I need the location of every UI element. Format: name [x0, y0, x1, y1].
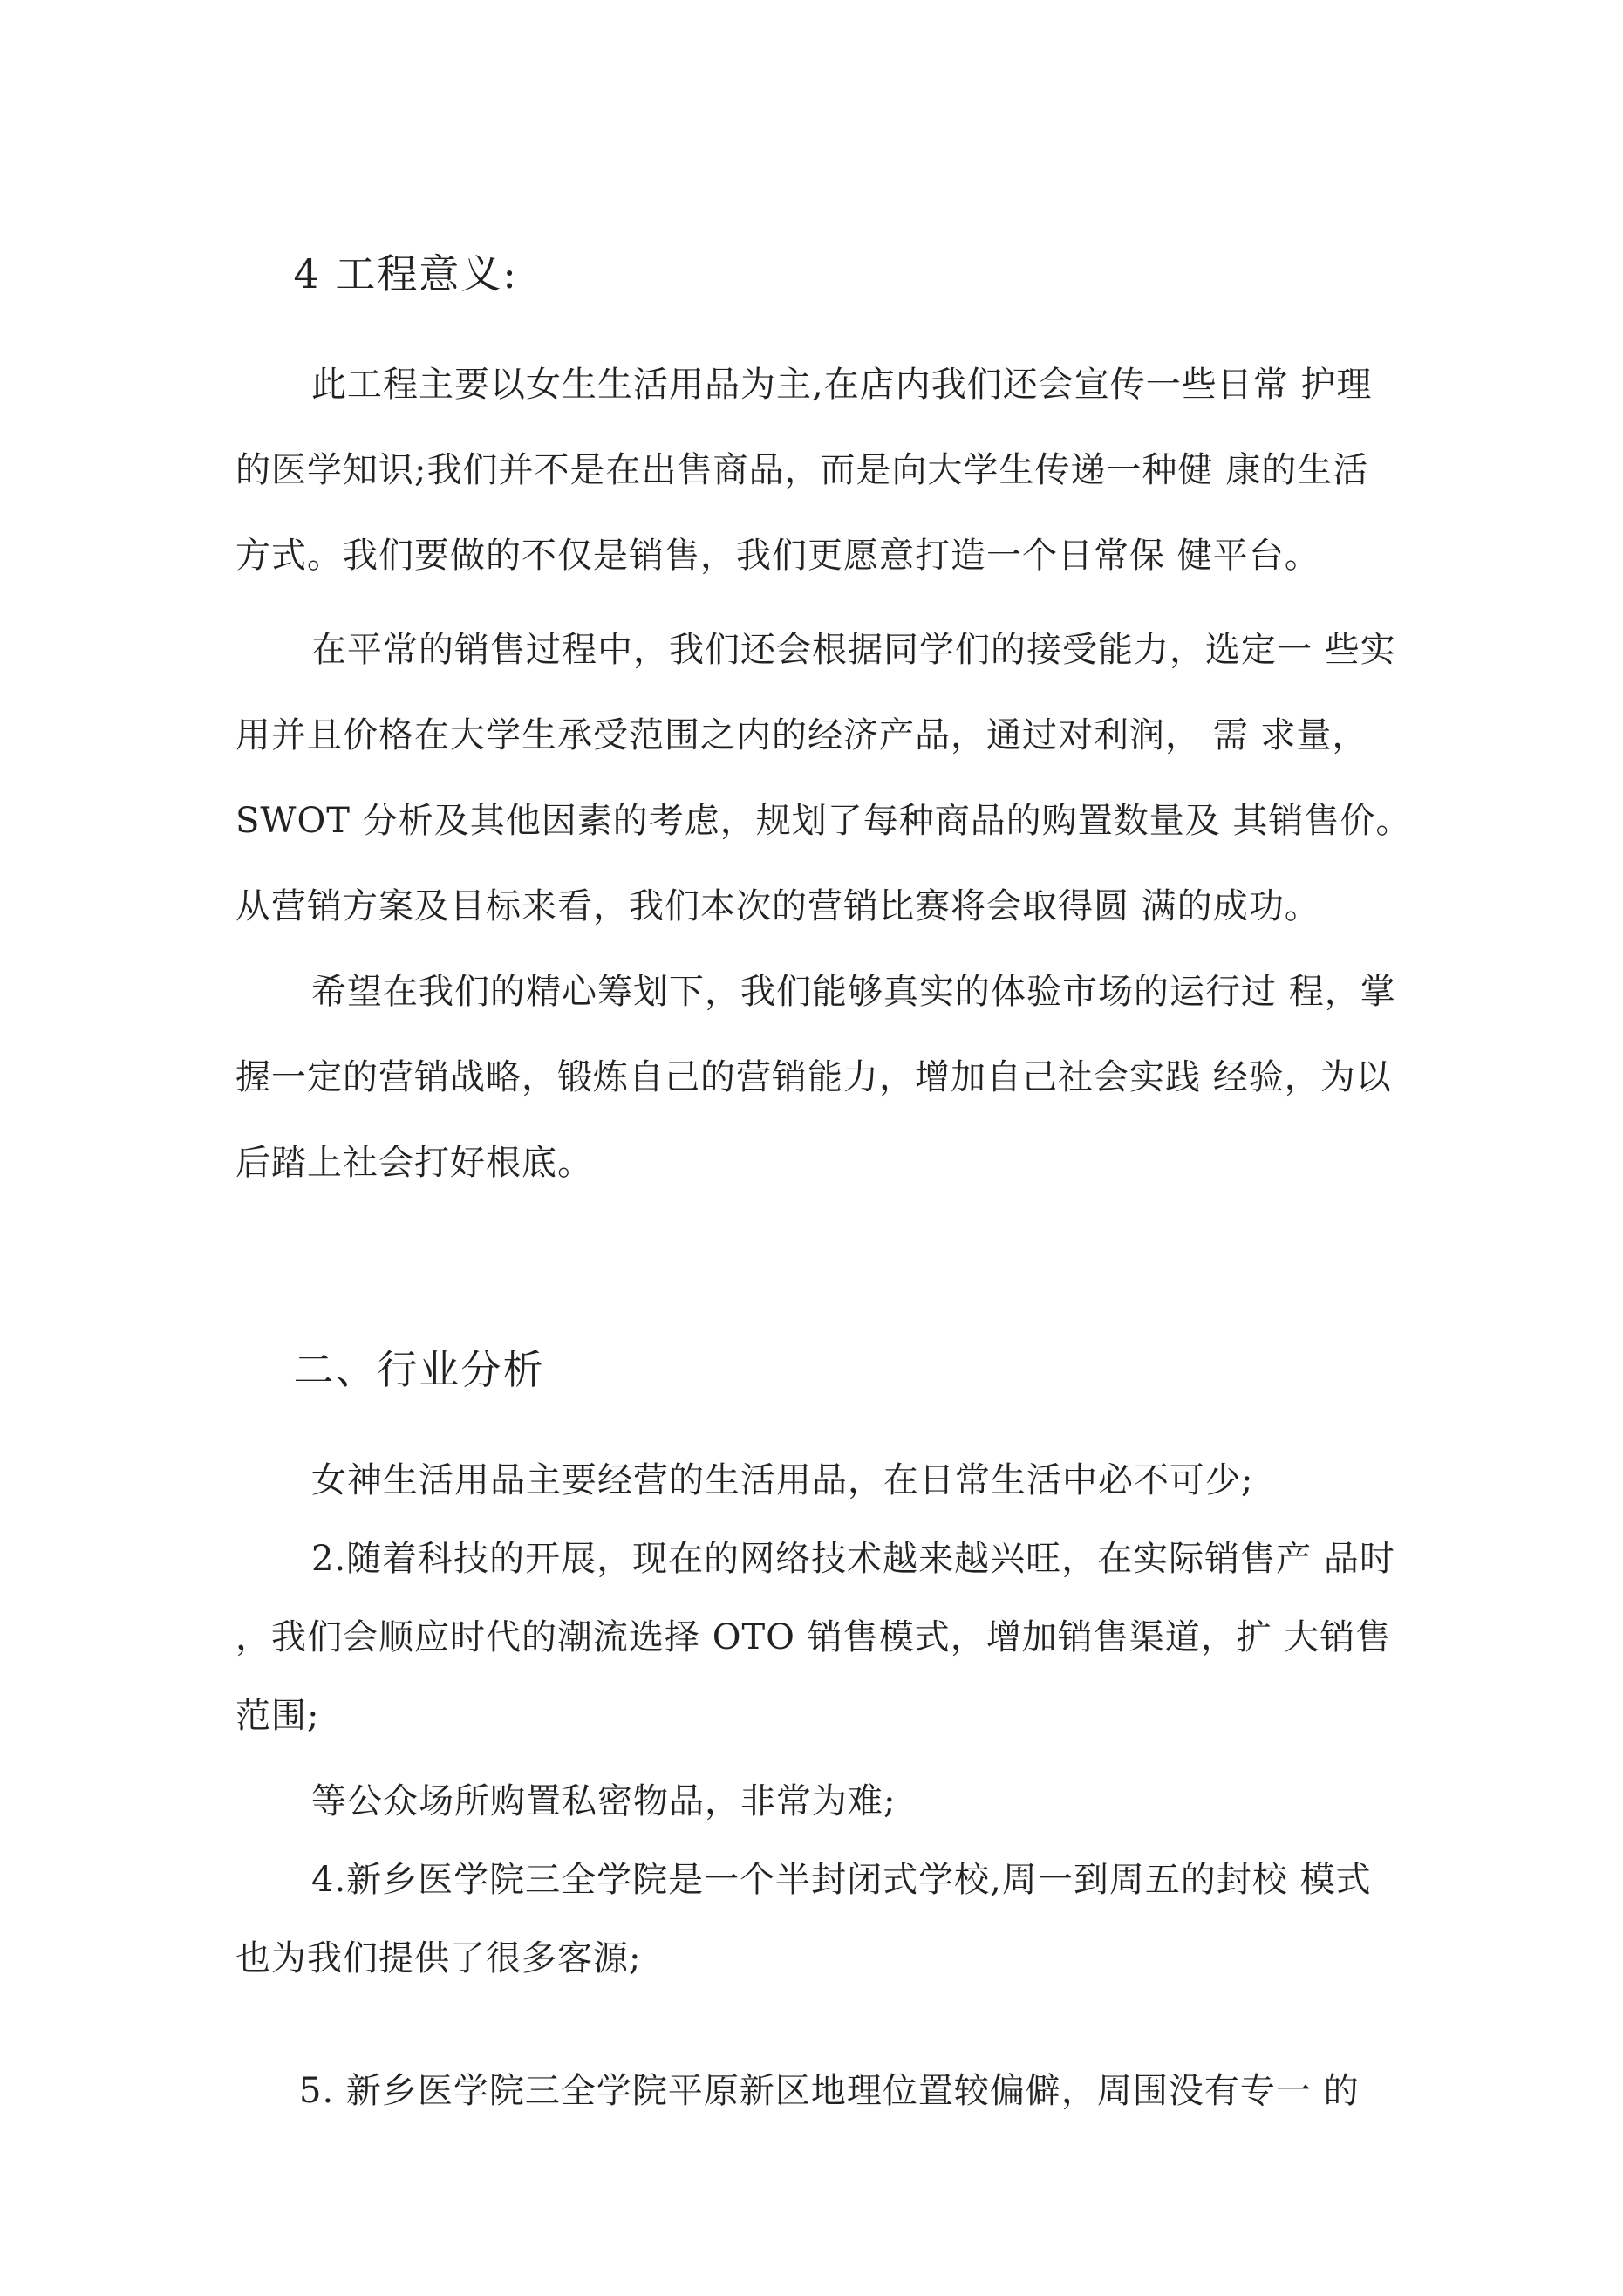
line-text: ，我们会顺应时代的潮流选择 OTO 销售模式，增加销售渠道，扩 大销售: [235, 1617, 1392, 1657]
line-text: 女神生活用品主要经营的生活用品，在日常生活中必不可少;: [311, 1460, 1254, 1500]
line-text: 握一定的营销战略，锻炼自己的营销能力，增加自己社会实践 经验，为以: [235, 1057, 1392, 1097]
line-text: 4.新乡医学院三全学院是一个半封闭式学校,周一到周五的封校 模式: [311, 1860, 1372, 1900]
line-text: 等公众场所购置私密物品，非常为难;: [311, 1781, 897, 1821]
line-text: 在平常的销售过程中，我们还会根据同学们的接受能力，选定一 些实: [311, 630, 1396, 670]
line-text: 方式。我们要做的不仅是销售，我们更愿意打造一个日常保 健平台。: [235, 536, 1320, 576]
line-text: SWOT 分析及其他因素的考虑，规划了每种商品的购置数量及 其销售价。: [235, 801, 1412, 841]
line-text: 从营销方案及目标来看，我们本次的营销比赛将会取得圆 满的成功。: [235, 886, 1320, 926]
line-text: 5. 新乡医学院三全学院平原新区地理位置较偏僻，周围没有专一 的: [299, 2071, 1360, 2111]
paragraph-line: [0, 2018, 1623, 2164]
line-text: 后踏上社会打好根底。: [235, 1143, 593, 1183]
paragraph-line: [0, 1090, 1623, 1236]
line-text: 也为我们提供了很多客源;: [235, 1938, 642, 1978]
line-text: 此工程主要以女生生活用品为主,在店内我们还会宣传一些日常 护理: [311, 365, 1373, 405]
line-text: 用并且价格在大学生承受范围之内的经济产品，通过对利润， 需 求量，: [235, 715, 1368, 755]
line-text: 2.随着科技的开展，现在的网络技术越来越兴旺，在实际销售产 品时: [311, 1539, 1395, 1579]
line-text: 希望在我们的精心筹划下，我们能够真实的体验市场的运行过 程，掌: [311, 972, 1396, 1012]
line-text: 范围;: [235, 1696, 320, 1736]
heading-text: 二、行业分析: [293, 1346, 545, 1393]
line-text: 的医学知识;我们并不是在出售商品，而是向大学生传递一种健 康的生活: [235, 450, 1369, 490]
heading-text: 4 工程意义:: [293, 250, 518, 297]
paragraph-line: [0, 1885, 1623, 2032]
